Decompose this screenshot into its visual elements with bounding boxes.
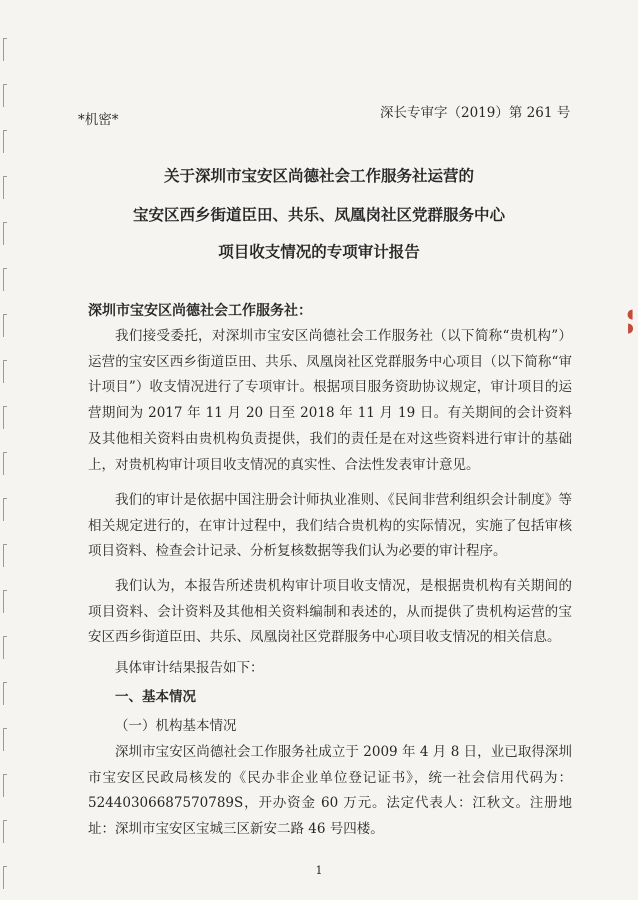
- seal-fragment: ◖ ◗: [627, 308, 634, 336]
- paragraph-engagement: 我们接受委托，对深圳市宝安区尚德社会工作服务社（以下简称“贵机构”）运营的宝安区西乡街道臣田、共乐、凤凰岗社区党群服务中心项目（以下简称“审计项目”）收支情况进行了专项审计。根据项目服务资助协议规定，审计项目的运营期间为 2017 年 11 月 20 日至 2018 年 11 月 19 日。有关期间的会计资料及其他相关资料由贵机构负责提供，我们的责任是在对这些资料进行审计的基础上，对贵机构审计项目收支情况的真实性、合法性发表审计意见。: [88, 328, 572, 473]
- edge-tick: [3, 360, 7, 383]
- document-number: 深长专审字（2019）第 261 号: [380, 105, 571, 121]
- edge-tick: [3, 820, 7, 843]
- report-title-line-3: 项目收支情况的专项审计报告: [218, 242, 420, 261]
- edge-tick: [3, 314, 7, 337]
- edge-tick: [3, 130, 7, 153]
- confidential-label: *机密*: [78, 112, 119, 128]
- edge-tick: [3, 544, 7, 567]
- edge-tick: [3, 268, 7, 291]
- edge-tick: [3, 590, 7, 613]
- edge-tick: [3, 406, 7, 429]
- report-title-line-2: 宝安区西乡街道臣田、共乐、凤凰岗社区党群服务中心: [132, 205, 505, 224]
- edge-tick: [3, 682, 7, 705]
- paragraph-opinion: 我们认为，本报告所述贵机构审计项目收支情况，是根据贵机构有关期间的项目资料、会计资料及其他相关资料编制和表述的，从而提供了贵机构运营的宝安区西乡街道臣田、共乐、凤凰岗社区党群服务中心项目收支情况的相关信息。: [88, 578, 572, 646]
- results-intro: 具体审计结果报告如下：: [115, 660, 264, 676]
- section-heading-basic-info: 一、基本情况: [115, 689, 196, 705]
- addressee: 深圳市宝安区尚德社会工作服务社：: [88, 303, 312, 319]
- edge-tick: [3, 38, 7, 61]
- edge-tick: [3, 84, 7, 107]
- paragraph-org-info: 深圳市宝安区尚德社会工作服务社成立于 2009 年 4 月 8 日，业已取得深圳市宝安区民政局核发的《民办非企业单位登记证书》，统一社会信用代码为：52440306687570789S，开办资金 60 万元。法定代表人：江秋文。注册地址：深圳市宝安区宝城三区新安二路 46 号四楼。: [88, 744, 572, 838]
- edge-tick: [3, 452, 7, 475]
- report-title-line-1: 关于深圳市宝安区尚德社会工作服务社运营的: [163, 166, 474, 185]
- page-number: 1: [315, 864, 323, 877]
- edge-tick: [3, 728, 7, 751]
- subsection-heading-org-info: （一）机构基本情况: [115, 718, 237, 734]
- edge-tick: [3, 636, 7, 659]
- paragraph-audit-basis: 我们的审计是依据中国注册会计师执业准则、《民间非营利组织会计制度》等相关规定进行的，在审计过程中，我们结合贵机构的实际情况，实施了包括审核项目资料、检查会计记录、分析复核数据等我们认为必要的审计程序。: [88, 492, 572, 560]
- edge-tick: [3, 774, 7, 797]
- edge-tick: [3, 498, 7, 521]
